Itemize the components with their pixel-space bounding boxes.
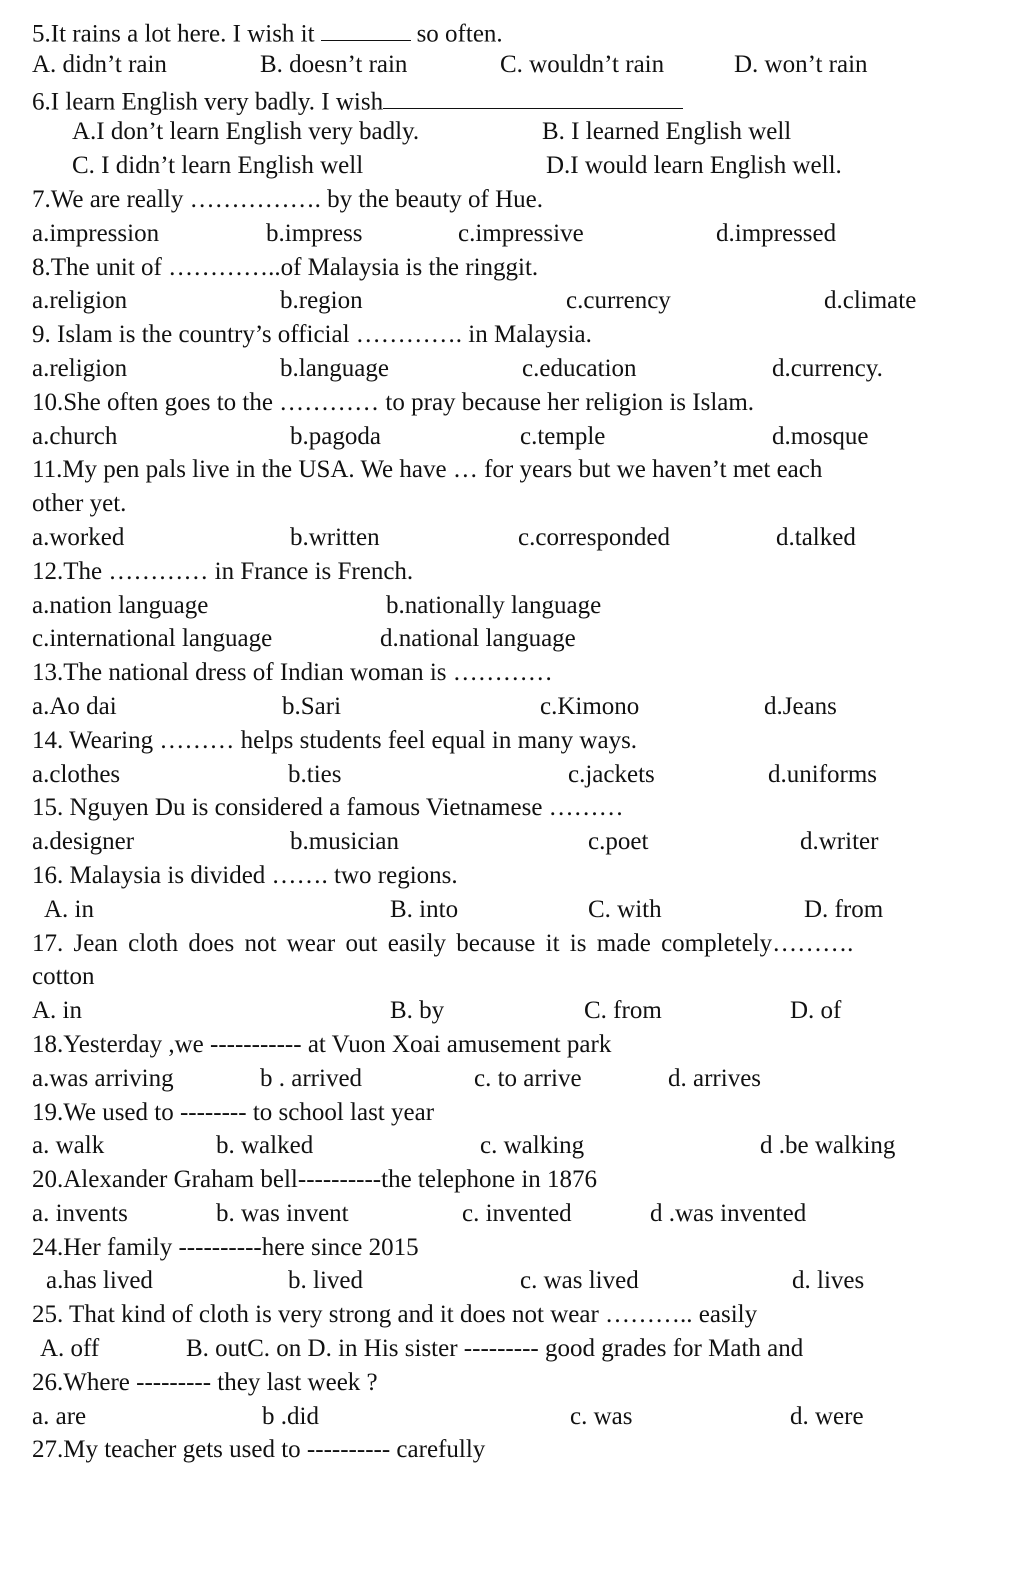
option-a: a. invents (32, 1199, 128, 1227)
option-b: b. was invent (216, 1199, 349, 1227)
question-stem: 7.We are really ……………. by the beauty of Hue. (32, 185, 544, 213)
question-19-stem (0, 1096, 1024, 1130)
option-c: c.impressive (458, 219, 584, 247)
option-d: d. lives (792, 1267, 865, 1295)
question-17-options (0, 994, 1024, 1028)
question-stem: 19.We used to -------- to school last year (32, 1098, 435, 1126)
question-7-options (0, 217, 1024, 251)
question-20-options (0, 1197, 1024, 1231)
option-a: a. walk (32, 1132, 105, 1160)
option-b: b.impress (266, 219, 363, 247)
option-d: d.uniforms (768, 760, 878, 788)
question-stem: 17. Jean cloth does not wear out easily because it is made completely………. (32, 929, 854, 957)
question-17-stem (0, 927, 1024, 961)
question-17-stem-cont (0, 960, 1024, 994)
option-c: c.Kimono (540, 692, 640, 720)
option-c: c. was (570, 1402, 633, 1430)
option-c: c.temple (520, 422, 606, 450)
question-stem-continued: cotton (32, 963, 95, 991)
option-b: b . arrived (260, 1064, 363, 1092)
question-stem: 14. Wearing ……… helps students feel equal in many ways. (32, 726, 638, 754)
question-26-options (0, 1400, 1024, 1434)
option-d: d.national language (380, 625, 576, 653)
option-b: b.nationally language (386, 591, 602, 619)
option-d: d.climate (824, 287, 917, 315)
option-c: c. to arrive (474, 1064, 582, 1092)
option-a: A. didn’t rain (32, 50, 167, 78)
question-11-options (0, 521, 1024, 555)
option-b: b.language (280, 354, 389, 382)
option-b: B. doesn’t rain (260, 50, 408, 78)
option-a: A. in (32, 997, 82, 1025)
question-14-stem (0, 724, 1024, 758)
question-stem: 6.I learn English very badly. I wish (32, 87, 384, 115)
option-d: d.impressed (716, 219, 837, 247)
option-c: c.education (522, 354, 637, 382)
option-d: d .be walking (760, 1132, 896, 1160)
option-d: d.writer (800, 828, 879, 856)
option-c: c. walking (480, 1132, 585, 1160)
question-stem: 24.Her family ----------here since 2015 (32, 1233, 419, 1261)
question-12-options-row2 (0, 622, 1024, 656)
option-a: A.I don’t learn English very badly. (72, 118, 420, 146)
option-d: D. of (790, 997, 842, 1025)
question-18-options (0, 1062, 1024, 1096)
option-c: C. wouldn’t rain (500, 50, 665, 78)
question-6-options-row2 (0, 149, 1024, 183)
question-20-stem (0, 1163, 1024, 1197)
question-stem-tail: so often. (416, 20, 503, 48)
question-8-options (0, 284, 1024, 318)
question-27-stem (0, 1433, 1024, 1467)
question-14-options (0, 758, 1024, 792)
option-a: a.nation language (32, 591, 209, 619)
question-11-stem (0, 453, 1024, 487)
option-b: b. walked (216, 1132, 314, 1160)
answer-blank (321, 14, 411, 41)
question-10-options (0, 420, 1024, 454)
option-a: a.clothes (32, 760, 121, 788)
option-a: a.designer (32, 828, 135, 856)
option-c: c.poet (588, 828, 649, 856)
question-stem: 11.My pen pals live in the USA. We have … for years but we haven’t met each (32, 456, 823, 484)
option-b: b.ties (288, 760, 342, 788)
option-d: D. from (804, 895, 884, 923)
question-stem: 16. Malaysia is divided ……. two regions. (32, 861, 458, 889)
question-10-stem (0, 386, 1024, 420)
option-c: c.currency (566, 287, 671, 315)
option-a: a.worked (32, 523, 125, 551)
question-26-stem (0, 1366, 1024, 1400)
option-d: d.talked (776, 523, 856, 551)
question-12-stem (0, 555, 1024, 589)
option-a: a.religion (32, 354, 128, 382)
question-6-stem (0, 82, 1024, 116)
question-19-options (0, 1129, 1024, 1163)
question-25-options (0, 1332, 1024, 1366)
option-b: b.written (290, 523, 380, 551)
option-a: A. in (44, 895, 94, 923)
option-c: c. invented (462, 1199, 572, 1227)
option-b: B. I learned English well (542, 118, 792, 146)
question-15-options (0, 825, 1024, 859)
question-13-stem (0, 656, 1024, 690)
option-b: b.musician (290, 828, 400, 856)
option-b: b.Sari (282, 692, 342, 720)
question-5-options (0, 48, 1024, 82)
option-b: b.pagoda (290, 422, 381, 450)
answer-blank (383, 82, 683, 109)
question-25-stem (0, 1298, 1024, 1332)
question-stem: 15. Nguyen Du is considered a famous Vietnamese ……… (32, 794, 624, 822)
question-stem: 25. That kind of cloth is very strong and it does not wear ……….. easily (32, 1301, 758, 1329)
question-stem: 26.Where --------- they last week ? (32, 1368, 378, 1396)
option-c: c.international language (32, 625, 273, 653)
option-d: D.I would learn English well. (546, 152, 842, 180)
question-5-stem (0, 14, 1024, 48)
option-d: d.currency. (772, 354, 883, 382)
option-a: a.Ao dai (32, 692, 117, 720)
option-c: C. from (584, 997, 662, 1025)
question-stem: 18.Yesterday ,we ----------- at Vuon Xoai amusement park (32, 1030, 612, 1058)
question-9-options (0, 352, 1024, 386)
question-stem: 20.Alexander Graham bell----------the telephone in 1876 (32, 1166, 598, 1194)
question-stem-continued: other yet. (32, 490, 127, 518)
question-16-options (0, 893, 1024, 927)
question-stem: 8.The unit of …………..of Malaysia is the ringgit. (32, 253, 539, 281)
option-c: c. was lived (520, 1267, 639, 1295)
question-7-stem (0, 183, 1024, 217)
question-stem: 27.My teacher gets used to ---------- carefully (32, 1436, 486, 1464)
option-d: d .was invented (650, 1199, 807, 1227)
option-b: b.region (280, 287, 363, 315)
question-24-stem (0, 1231, 1024, 1265)
option-d: d. were (790, 1402, 864, 1430)
question-6-options-row1 (0, 115, 1024, 149)
option-b: B. by (390, 997, 445, 1025)
option-b: b. lived (288, 1267, 363, 1295)
question-16-stem (0, 859, 1024, 893)
question-stem: 13.The national dress of Indian woman is ………… (32, 659, 553, 687)
option-a: A. off (40, 1335, 100, 1363)
option-b-c-d-merged: B. outC. on D. in His sister --------- good grades for Math and (186, 1335, 804, 1363)
option-c: c.jackets (568, 760, 655, 788)
question-9-stem (0, 318, 1024, 352)
option-a: a.impression (32, 219, 160, 247)
question-stem: 10.She often goes to the ………… to pray because her religion is Islam. (32, 388, 755, 416)
question-18-stem (0, 1028, 1024, 1062)
option-d: d.mosque (772, 422, 869, 450)
option-a: a.religion (32, 287, 128, 315)
option-d: D. won’t rain (734, 50, 868, 78)
option-a: a. are (32, 1402, 87, 1430)
question-15-stem (0, 791, 1024, 825)
question-11-stem-cont (0, 487, 1024, 521)
option-c: c.corresponded (518, 523, 671, 551)
option-a: a.was arriving (32, 1064, 174, 1092)
option-b: B. into (390, 895, 459, 923)
option-a: a.has lived (46, 1267, 153, 1295)
question-stem: 12.The ………… in France is French. (32, 557, 414, 585)
option-a: a.church (32, 422, 118, 450)
question-12-options-row1 (0, 589, 1024, 623)
option-d: d.Jeans (764, 692, 837, 720)
question-24-options (0, 1264, 1024, 1298)
question-8-stem (0, 251, 1024, 285)
question-stem: 5.It rains a lot here. I wish it (32, 20, 315, 48)
option-c: C. I didn’t learn English well (72, 152, 364, 180)
question-13-options (0, 690, 1024, 724)
option-d: d. arrives (668, 1064, 762, 1092)
option-c: C. with (588, 895, 662, 923)
option-b: b .did (262, 1402, 319, 1430)
question-stem: 9. Islam is the country’s official …………. in Malaysia. (32, 321, 592, 349)
